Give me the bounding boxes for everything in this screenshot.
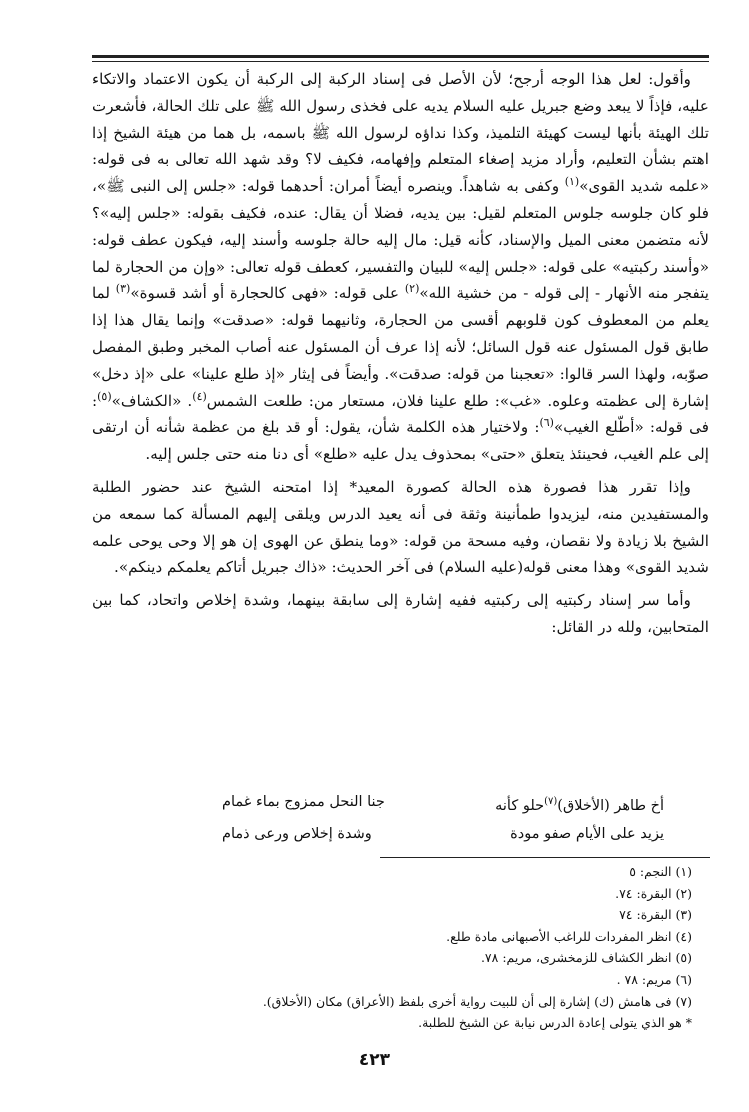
footnote-6: (٦) مريم: ٧٨ . (616, 971, 692, 987)
paragraph-2: وإذا تقرر هذا فصورة هذه الحالة كصورة المعيد* إذا امتحنه الشيخ عند حضور الطلبة والمستفيدين منه، ليزيدوا طمأنينة وثقة فى أنه يعيد الدرس ويلقى إليهم المسألة كما سمعه من الشيخ بلا زيادة ولا نقصان، وفيه مسحة من قوله: «وما ينطق عن الهوى إن هو إلا وحى يوحى علمه شديد القوى» وهذا معنى قوله(عليه السلام) فى آخر الحديث: «ذاك جبريل أتاكم يعلمكم دينكم». (92, 477, 709, 577)
paragraph-1-part-d: لما يعلم من المعطوف كون قلوبهم أقسى من الحجارة، وثانيهما قوله: «صدقت» وإنما يقال هذا إذا طابق قول المسئول عنه قول السائل؛ لأنه إذا عرف أن المسئول عنه أصاب المخبر وطبق المفصل صوّبه، ولهذا السر قالوا: «تعجبنا من قوله: صدقت». وأيضاً فى إيثار «إذ طلع علينا» على «إذ دخل» إشارة إلى عظمته وعلوه. «غب»: طلع علينا فلان، مستعار من: طلعت الشمس (92, 284, 709, 410)
paragraph-1-part-f: : فى قوله: «أطّلع الغيب» (92, 391, 709, 437)
paragraph-1 (92, 66, 709, 468)
footnote-2: (٢) البقرة: ٧٤. (615, 885, 692, 901)
poem-line-2 (92, 820, 709, 848)
footnote-ref-2[interactable]: (٢) (404, 282, 420, 296)
footnote-7: (٧) فى هامش (ك) إشارة إلى أن للبيت رواية أخرى بلفظ (الأعراق) مكان (الأخلاق). (262, 993, 692, 1009)
paragraph-1-part-c: على قوله: «فهى كالحجارة أو أشد قسوة» (130, 284, 400, 303)
footnote-divider (380, 857, 710, 858)
poem-line-2-second-hemistich: وشدة إخلاص ورعى ذمام (222, 825, 372, 842)
top-rule-thick (92, 55, 709, 58)
poem (92, 788, 709, 848)
footnote-ref-5[interactable]: (٥) (97, 389, 112, 403)
footnote-ref-4[interactable]: (٤) (192, 389, 207, 403)
poem-line-1-text-a: أخ طاهر (الأخلاق) (557, 797, 664, 814)
footnote-ref-6[interactable]: (٦) (539, 416, 554, 430)
poem-line-1-first-hemistich (495, 788, 664, 820)
paragraph-1-part-a: وأقول: لعل هذا الوجه أرجح؛ لأن الأصل فى إسناد الركبة إلى الركبة أن يكون الاعتماد والاتكاء عليه، فإذاً لا يبعد وضع جبريل عليه السلام يديه على فخذى رسول الله ﷺ على تلك الحالة، فأشعرت تلك الهيئة بأنها ليست كهيئة التلميذ، وكذا نداؤه لرسول الله ﷺ باسمه، بل هما من هيئة الشيخ إذا اهتم بشأن التعليم، وأراد مزيد إصغاء المتعلم وإفهامه، فكيف لا؟ وقد شهد الله تعالى به فى قوله: «علمه شديد القوى» (92, 70, 709, 196)
poem-line-1 (92, 788, 709, 820)
main-text (92, 66, 709, 647)
footnote-5: (٥) انظر الكشاف للزمخشرى، مريم: ٧٨. (480, 950, 692, 966)
page-number: ٤٢٣ (358, 1050, 391, 1070)
poem-line-2-first-hemistich: يزيد على الأيام صفو مودة (510, 825, 664, 842)
paragraph-1-part-b: وكفى به شاهداً. وينصره أيضاً أمران: أحدهما قوله: «جلس إلى النبى ﷺ»، فلو كان جلوسه جلوس المتعلم لقيل: بين يديه، فضلا أن يقال: عنده، فكيف بقوله: «جلس إليه»؟ لأنه متضمن معنى الميل والإسناد، كأنه قيل: مال إليه حالة جلوسه وأسند إليه، فيكون عطف قوله: «وأسند ركبتيه» على قوله: «جلس إليه» للبيان والتفسير، كعطف قوله تعالى: «وإن من الحجارة لما يتفجر منه الأنهار - إلى قوله - من خشية الله» (92, 177, 710, 303)
top-rule-thin (92, 61, 709, 62)
footnote-3: (٣) البقرة: ٧٤ (619, 907, 692, 923)
footnotes (92, 861, 692, 1034)
footnote-ref-3[interactable]: (٣) (115, 282, 131, 296)
poem-line-1-second-hemistich: جنا النحل ممزوج بماء غمام (222, 794, 385, 810)
footnote-ref-1[interactable]: (١) (564, 175, 580, 189)
footnote-star: * هو الذي يتولى إعادة الدرس نيابة عن الشيخ للطلبة. (418, 1015, 692, 1031)
footnote-1: (١) النجم: ٥ (629, 864, 692, 879)
paragraph-3: وأما سر إسناد ركبتيه إلى ركبتيه ففيه إشارة إلى سابقة بينهما، وشدة إخلاص واتحاد، كما بين المتحابين، ولله در القائل: (92, 591, 709, 636)
paragraph-1-part-e: . «الكشاف» (111, 391, 193, 410)
footnote-4: (٤) انظر المفردات للراغب الأصبهانى مادة طلع. (446, 928, 692, 944)
paragraph-1-part-g: : ولاختيار هذه الكلمة شأن، يقول: أو قد بلغ من عظمة شأنه أن ارتقى إلى علم الغيب، فحينئذ يتعلق «حتى» بمحذوف يدل عليه «طلع» أى دنا منه حتى جلس إليه. (92, 418, 709, 464)
footnote-ref-7[interactable]: (٧) (544, 796, 558, 807)
poem-line-1-text-b: حلو كأنه (495, 797, 545, 814)
